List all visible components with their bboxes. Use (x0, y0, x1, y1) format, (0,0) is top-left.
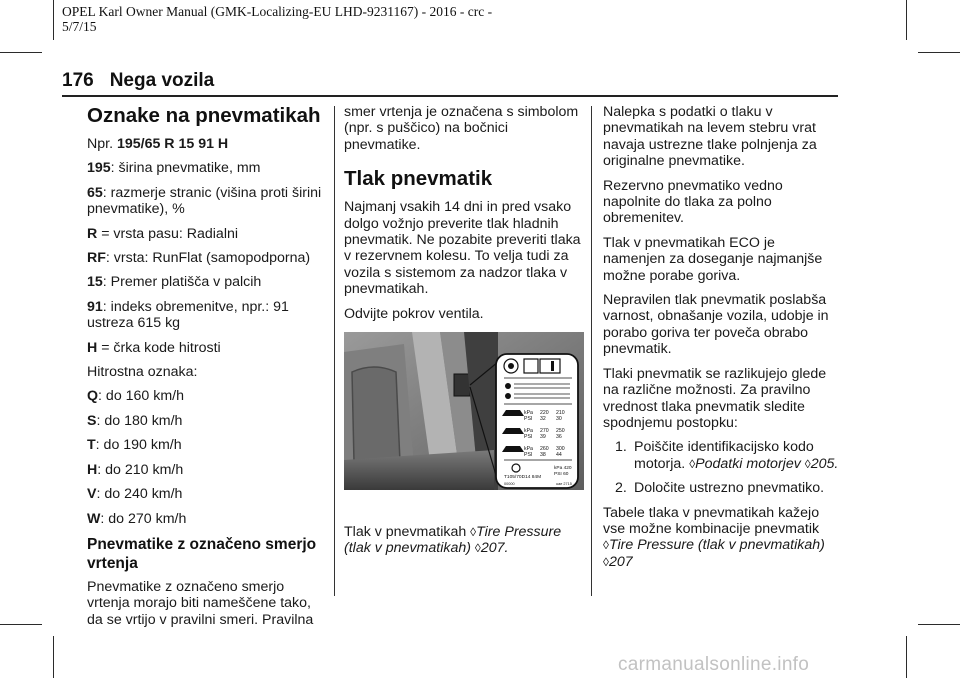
crop-mark (918, 52, 960, 53)
label-row: PSI (524, 452, 533, 459)
def-text: : vrsta: RunFlat (samopodporna) (105, 250, 311, 267)
page-reference-arrow-icon: ◊ (474, 541, 481, 556)
para-xref-link[interactable]: Tire Pressure (tlak v pnevmatikah) (608, 537, 825, 554)
column-divider (591, 106, 592, 596)
label-row: 300 (556, 446, 565, 453)
label-row: kPa (524, 446, 533, 453)
def-item (87, 160, 325, 176)
watermark: carmanualsonline.info (618, 654, 810, 675)
def-item (87, 185, 325, 218)
speed-term: Q (87, 388, 99, 405)
label-row: 250 (556, 428, 565, 435)
para-page-link[interactable]: 207 (608, 553, 633, 570)
label-row: 44 (556, 452, 562, 459)
column-2 (344, 104, 582, 565)
def-item (87, 299, 325, 332)
crop-mark (918, 624, 960, 625)
cross-reference-arrow-icon: ◊ (603, 538, 609, 553)
def-term: 65 (87, 184, 103, 201)
def-text: : širina pnevmatike, mm (110, 160, 261, 177)
procedure-step-1 (603, 439, 839, 472)
def-text: : Premer platišča v palcih (102, 274, 262, 291)
cross-reference-arrow-icon: ◊ (689, 456, 696, 471)
def-term: R (87, 225, 98, 242)
cross-reference-arrow-icon: ◊ (470, 525, 477, 540)
speed-text: : do 190 km/h (95, 437, 182, 454)
label-row: 38 (540, 452, 546, 459)
spare-tire-size: T105/70D14 84M (504, 475, 542, 481)
label-row: 39 (540, 434, 546, 441)
step-xref-link[interactable]: Podatki motorjev (695, 455, 801, 472)
col3-para-1: Nalepka s podatki o tlaku v pnevmatikah na levem stebru vrat navaja ustrezne tlake polnjenja za originalne pnevmatike. (603, 104, 817, 170)
speed-intro: Hitrostna oznaka: (87, 364, 198, 381)
def-text: : razmerje stranic (višina proti širini pnevmatike), % (87, 184, 322, 218)
label-row: 260 (540, 446, 549, 453)
speed-item (87, 437, 325, 453)
document-header (62, 4, 582, 34)
column-divider (334, 106, 335, 596)
label-row: PSI (524, 416, 533, 423)
crop-mark (906, 636, 907, 678)
speed-item (87, 462, 325, 478)
caption-end: . (504, 540, 509, 557)
page-section-title: Nega vozila (109, 70, 215, 91)
def-term: H (87, 339, 98, 356)
doc-header-line2: 5/7/15 (62, 19, 97, 34)
def-text: : indeks obremenitve, npr.: 91 ustreza 615 kg (87, 298, 289, 332)
directional-tires-para: Pnevmatike z označeno smerjo vrtenja morajo biti nameščene tako, da se vrtijo v pravilni smeri. Pravilna (87, 578, 314, 628)
tire-pressure-label-figure (344, 332, 584, 490)
crop-mark (906, 0, 907, 40)
speed-item (87, 388, 325, 404)
label-row: 210 (556, 410, 565, 417)
tire-pressure-heading: Tlak pnevmatik (344, 167, 493, 191)
page-title (62, 70, 214, 92)
speed-text: : do 240 km/h (96, 486, 183, 503)
def-item (87, 340, 325, 356)
step-page-link[interactable]: 205 (810, 455, 835, 472)
page-number: 176 (62, 70, 94, 91)
speed-item (87, 486, 325, 502)
label-row: 32 (540, 416, 546, 423)
label-row: 36 (556, 434, 562, 441)
label-code-left: 00000 (504, 482, 515, 487)
col3-para-4: Nepravilen tlak pnevmatik poslabša varnost, obnašanje vozila, udobje in porabo goriva ter poveča obrabo pnevmatik. (603, 292, 829, 358)
label-row: 270 (540, 428, 549, 435)
spare-psi: PSI 60 (554, 472, 569, 478)
def-term: 15 (87, 274, 103, 291)
label-row: kPa (524, 428, 533, 435)
label-row: 30 (556, 416, 562, 423)
label-row: PSI (524, 434, 533, 441)
def-item (87, 274, 325, 290)
label-row: 220 (540, 410, 549, 417)
pressure-para-2: Odvijte pokrov ventila. (344, 305, 484, 322)
def-term: 91 (87, 298, 103, 315)
speed-term: H (87, 461, 98, 478)
col3-para-2: Rezervno pnevmatiko vedno napolnite do tlaka za polno obremenitev. (603, 177, 783, 227)
step-text: Poiščite identifikacijsko kodo motorja. (634, 439, 814, 472)
label-row: kPa (524, 410, 533, 417)
col3-para-3: Tlak v pnevmatikah ECO je namenjen za doseganje najmanjše možne porabe goriva. (603, 234, 823, 284)
label-code-right: uae 2715 (556, 482, 572, 487)
speed-item (87, 511, 325, 527)
speed-term: V (87, 486, 97, 503)
crop-mark (0, 624, 42, 625)
crop-mark (53, 0, 54, 40)
speed-term: S (87, 412, 97, 429)
header-rule (62, 95, 838, 97)
crop-mark (53, 636, 54, 678)
caption-page-link[interactable]: 207 (480, 540, 505, 557)
speed-text: : do 210 km/h (97, 461, 184, 478)
figure-caption (344, 524, 582, 557)
door-pillar-illustration (344, 332, 584, 490)
speed-item (87, 413, 325, 429)
para-text: Tabele tlaka v pnevmatikah kažejo vse možne kombinacije pnevmatik (603, 504, 820, 537)
spare-kpa: kPa 420 (554, 466, 572, 472)
step-number: 2. (615, 480, 627, 497)
caption-text: Tlak v pnevmatikah (344, 524, 471, 541)
speed-term: T (87, 437, 96, 454)
caption-xref-link[interactable]: Tire Pressure (tlak v pnevmatikah) (344, 524, 562, 557)
col3-para-5: Tlaki pnevmatik se razlikujejo glede na različne možnosti. Za pravilno vrednost tlaka pnevmatik sledite spodnjemu postopku: (603, 365, 827, 431)
crop-mark (0, 52, 42, 53)
def-term: RF (87, 250, 106, 267)
pressure-para-1: Najmanj vsakih 14 dni in pred vsako dolgo vožnjo preverite tlak hladnih pnevmatik. Ne pozabite preveriti tlaka v rezervnem kolesu. To velja tudi za vozila s sistemom za nadzor tlaka v pnevmatikah. (344, 199, 581, 298)
def-item (87, 250, 325, 266)
def-term: 195 (87, 160, 111, 177)
column-1 (87, 104, 325, 636)
speed-text: : do 270 km/h (100, 510, 187, 527)
example-prefix: Npr. (87, 136, 117, 152)
step-number: 1. (615, 439, 627, 456)
page-reference-arrow-icon: ◊ (804, 456, 811, 471)
def-text: = črka kode hitrosti (97, 339, 221, 356)
def-item (87, 226, 325, 242)
doc-header-line1: OPEL Karl Owner Manual (GMK-Localizing-EU LHD-9231167) - 2016 - crc - (62, 4, 493, 19)
continued-para: smer vrtenja je označena s simbolom (npr. s puščico) na bočnici pnevmatike. (344, 104, 579, 153)
directional-tires-heading: Pnevmatike z označeno smerjo vrtenja (87, 535, 317, 572)
tire-markings-heading: Oznake na pnevmatikah (87, 104, 321, 127)
procedure-step-2 (603, 480, 839, 496)
step-end: . (834, 455, 839, 472)
def-text: = vrsta pasu: Radialni (97, 225, 239, 242)
step-text: Določite ustrezno pnevmatiko. (634, 480, 825, 497)
example-code: 195/65 R 15 91 H (116, 136, 229, 152)
example-line (87, 136, 325, 152)
column-3 (603, 104, 839, 578)
speed-text: : do 180 km/h (96, 412, 183, 429)
speed-term: W (87, 510, 101, 527)
speed-text: : do 160 km/h (98, 388, 185, 405)
page-reference-arrow-icon: ◊ (603, 554, 609, 569)
col3-para-6 (603, 505, 839, 571)
